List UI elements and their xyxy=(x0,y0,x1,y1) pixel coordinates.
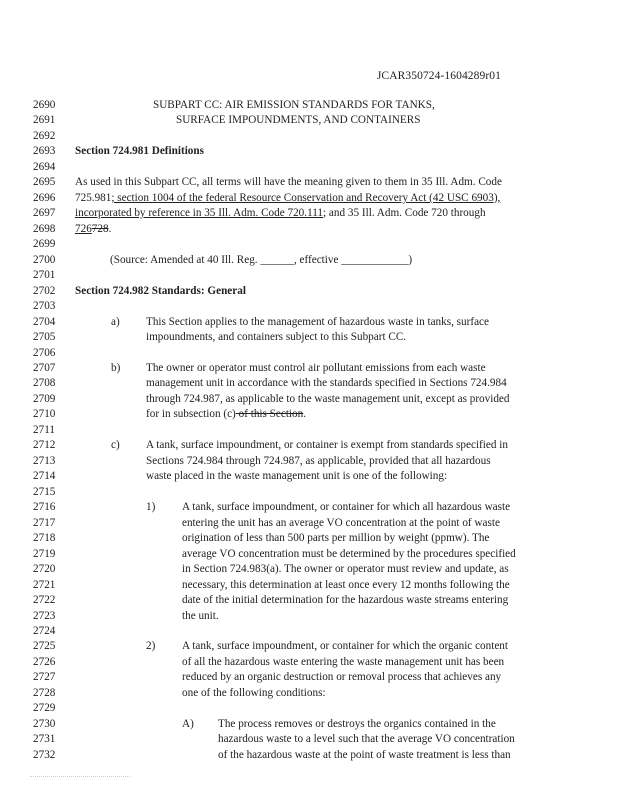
text-segment: A) xyxy=(182,717,194,730)
line-number: 2713 xyxy=(33,454,56,467)
document-line xyxy=(0,469,621,484)
line-number: 2715 xyxy=(33,485,56,498)
text-segment: average VO concentration must be determined by the procedures specified xyxy=(182,547,516,560)
text-segment: (Source: Amended at 40 Ill. Reg. ______, effective ____________) xyxy=(110,253,413,266)
line-text xyxy=(182,562,509,577)
line-text xyxy=(146,361,486,376)
document-line xyxy=(0,562,621,577)
line-number: 2694 xyxy=(33,160,56,173)
line-text xyxy=(146,639,155,654)
document-line xyxy=(0,732,621,747)
line-text xyxy=(75,206,486,221)
line-number: 2729 xyxy=(33,702,56,715)
text-segment: 2) xyxy=(146,640,156,653)
text-segment: A tank, surface impoundment, or container for which the organic content xyxy=(182,640,508,653)
line-number: 2699 xyxy=(33,238,56,251)
document-line xyxy=(0,98,621,113)
document-line xyxy=(0,237,621,252)
document-line xyxy=(0,160,621,175)
document-id: JCAR350724-1604289r01 xyxy=(376,70,501,82)
document-line xyxy=(0,717,621,732)
line-number: 2730 xyxy=(33,717,56,730)
text-segment: Section 724.982 Standards: General xyxy=(75,284,246,297)
text-segment: of all the hazardous waste entering the waste management unit has been xyxy=(182,655,505,668)
text-segment: . xyxy=(303,408,307,421)
document-line xyxy=(0,609,621,624)
document-line xyxy=(0,129,621,144)
document-line xyxy=(0,686,621,701)
document-line xyxy=(0,438,621,453)
line-number: 2725 xyxy=(33,640,56,653)
text-segment: The owner or operator must control air pollutant emissions from each waste xyxy=(146,361,486,374)
line-text xyxy=(146,407,306,422)
text-segment: 726 xyxy=(75,222,92,235)
line-text xyxy=(146,392,510,407)
line-number: 2709 xyxy=(33,392,56,405)
document-line xyxy=(0,485,621,500)
line-text xyxy=(182,531,489,546)
text-segment: This Section applies to the management of hazardous waste in tanks, surface xyxy=(146,315,489,328)
line-text xyxy=(182,500,510,515)
document-line xyxy=(0,191,621,206)
text-segment: waste placed in the waste management unit is one of the following: xyxy=(146,470,448,483)
line-number: 2691 xyxy=(33,114,56,127)
text-segment: a) xyxy=(111,315,120,328)
text-segment: 725.981 xyxy=(75,191,112,204)
text-segment: As used in this Subpart CC, all terms will have the meaning given to them in 35 Ill. Adm. Code xyxy=(75,176,502,189)
line-text xyxy=(146,438,508,453)
line-number: 2726 xyxy=(33,655,56,668)
line-text xyxy=(111,361,120,376)
line-text xyxy=(182,547,516,562)
text-segment: origination of less than 500 parts per million by weight (ppmw). The xyxy=(182,532,490,545)
document-line xyxy=(0,624,621,639)
line-text xyxy=(75,175,502,190)
document-line xyxy=(0,547,621,562)
text-segment: through 724.987, as applicable to the waste management unit, except as provided xyxy=(146,392,510,405)
document-line xyxy=(0,376,621,391)
document-line xyxy=(0,222,621,237)
document-line xyxy=(0,392,621,407)
line-text xyxy=(182,593,508,608)
text-segment: hazardous waste to a level such that the average VO concentration xyxy=(218,733,515,746)
line-text xyxy=(146,469,447,484)
line-number: 2693 xyxy=(33,145,56,158)
line-number: 2732 xyxy=(33,748,56,761)
text-segment: The process removes or destroys the organics contained in the xyxy=(218,717,496,730)
document-line xyxy=(0,531,621,546)
document-line xyxy=(0,578,621,593)
text-segment: c) xyxy=(111,439,120,452)
line-text xyxy=(146,454,491,469)
line-text xyxy=(153,98,435,113)
text-segment: of this Section xyxy=(235,408,304,421)
line-number: 2702 xyxy=(33,284,56,297)
line-number: 2731 xyxy=(33,733,56,746)
line-text xyxy=(218,748,511,763)
line-number: 2714 xyxy=(33,470,56,483)
line-text xyxy=(75,284,246,299)
text-segment: in Section 724.983(a). The owner or operator must review and update, as xyxy=(182,563,509,576)
line-number: 2724 xyxy=(33,624,56,637)
line-number: 2728 xyxy=(33,686,56,699)
document-line xyxy=(0,670,621,685)
line-number: 2723 xyxy=(33,609,56,622)
line-number: 2704 xyxy=(33,315,56,328)
line-text xyxy=(75,191,500,206)
text-segment: ; and 35 Ill. Adm. Code 720 through xyxy=(323,207,486,220)
text-segment: date of the initial determination for the hazardous waste streams entering xyxy=(182,594,509,607)
text-segment: 728 xyxy=(91,222,109,235)
line-text xyxy=(146,500,155,515)
line-text xyxy=(218,717,496,732)
line-number: 2705 xyxy=(33,331,56,344)
document-line xyxy=(0,268,621,283)
footer-divider xyxy=(30,776,130,777)
document-line xyxy=(0,748,621,763)
document-line xyxy=(0,655,621,670)
document-line xyxy=(0,407,621,422)
line-text xyxy=(146,330,406,345)
document-line xyxy=(0,639,621,654)
line-text xyxy=(75,222,111,237)
line-number: 2718 xyxy=(33,532,56,545)
line-number: 2690 xyxy=(33,99,56,111)
line-number: 2711 xyxy=(33,423,55,436)
text-segment: Sections 724.984 through 724.987, as applicable, provided that all hazardous xyxy=(146,454,491,467)
text-segment: incorporated by reference in 35 Ill. Adm. Code 720.111 xyxy=(75,207,324,220)
text-segment: Section 724.981 Definitions xyxy=(75,145,204,158)
line-number: 2716 xyxy=(33,501,56,514)
document-line xyxy=(0,330,621,345)
document-line xyxy=(0,284,621,299)
line-text xyxy=(111,315,120,330)
line-text xyxy=(182,655,504,670)
text-segment: the unit. xyxy=(182,609,219,622)
line-number: 2710 xyxy=(33,408,56,421)
text-segment: necessary, this determination at least once every 12 months following the xyxy=(182,578,510,591)
text-segment: . xyxy=(108,222,112,235)
document-line xyxy=(0,423,621,438)
text-segment: management unit in accordance with the standards specified in Sections 724.984 xyxy=(146,377,507,390)
line-number: 2695 xyxy=(33,176,56,189)
text-segment: A tank, surface impoundment, or container is exempt from standards specified in xyxy=(146,439,508,452)
line-number: 2692 xyxy=(33,129,56,142)
text-segment: A tank, surface impoundment, or container for which all hazardous waste xyxy=(182,501,511,514)
line-number: 2697 xyxy=(33,207,56,220)
line-text xyxy=(176,113,420,128)
document-line xyxy=(0,206,621,221)
line-number: 2706 xyxy=(33,346,56,359)
document-line xyxy=(0,593,621,608)
text-segment: b) xyxy=(111,361,121,374)
line-text xyxy=(146,376,507,391)
text-segment: entering the unit has an average VO concentration at the point of waste xyxy=(182,516,500,529)
text-segment: ; section 1004 of the federal Resource Conservation and Recovery Act (42 USC 6903), xyxy=(111,191,501,204)
line-text xyxy=(182,717,194,732)
line-number: 2721 xyxy=(33,578,56,591)
document-line xyxy=(0,346,621,361)
document-line xyxy=(0,175,621,190)
document-line xyxy=(0,500,621,515)
document-line xyxy=(0,701,621,716)
line-number: 2708 xyxy=(33,377,56,390)
document-line xyxy=(0,315,621,330)
line-number: 2698 xyxy=(33,222,56,235)
line-number: 2703 xyxy=(33,300,56,313)
text-segment: for in subsection (c) xyxy=(146,408,236,421)
text-segment: reduced by an organic destruction or removal process that achieves any xyxy=(182,671,502,684)
line-number: 2696 xyxy=(33,191,56,204)
document-line xyxy=(0,361,621,376)
line-number: 2717 xyxy=(33,516,56,529)
line-text xyxy=(110,253,412,268)
line-number: 2722 xyxy=(33,594,56,607)
line-number: 2712 xyxy=(33,439,56,452)
document-line xyxy=(0,299,621,314)
line-text xyxy=(182,686,326,701)
line-number: 2701 xyxy=(33,269,56,282)
line-text xyxy=(182,578,510,593)
text-segment: SUBPART CC: AIR EMISSION STANDARDS FOR TANKS, xyxy=(153,99,435,111)
document-line xyxy=(0,454,621,469)
text-segment: of the hazardous waste at the point of waste treatment is less than xyxy=(218,748,511,761)
document-line xyxy=(0,113,621,128)
line-number: 2727 xyxy=(33,671,56,684)
line-number: 2719 xyxy=(33,547,56,560)
line-text xyxy=(75,144,204,159)
line-number: 2700 xyxy=(33,253,56,266)
text-segment: one of the following conditions: xyxy=(182,686,326,699)
line-text xyxy=(182,516,500,531)
line-number: 2707 xyxy=(33,361,56,374)
line-text xyxy=(182,639,508,654)
document-line xyxy=(0,253,621,268)
document-line xyxy=(0,516,621,531)
line-text xyxy=(146,315,489,330)
text-segment: impoundments, and containers subject to this Subpart CC. xyxy=(146,331,407,344)
line-text xyxy=(111,438,120,453)
line-text xyxy=(182,609,219,624)
text-segment: SURFACE IMPOUNDMENTS, AND CONTAINERS xyxy=(176,114,421,127)
line-text xyxy=(182,670,501,685)
text-segment: 1) xyxy=(146,501,156,514)
line-number: 2720 xyxy=(33,563,56,576)
line-text xyxy=(218,732,515,747)
document-line xyxy=(0,144,621,159)
